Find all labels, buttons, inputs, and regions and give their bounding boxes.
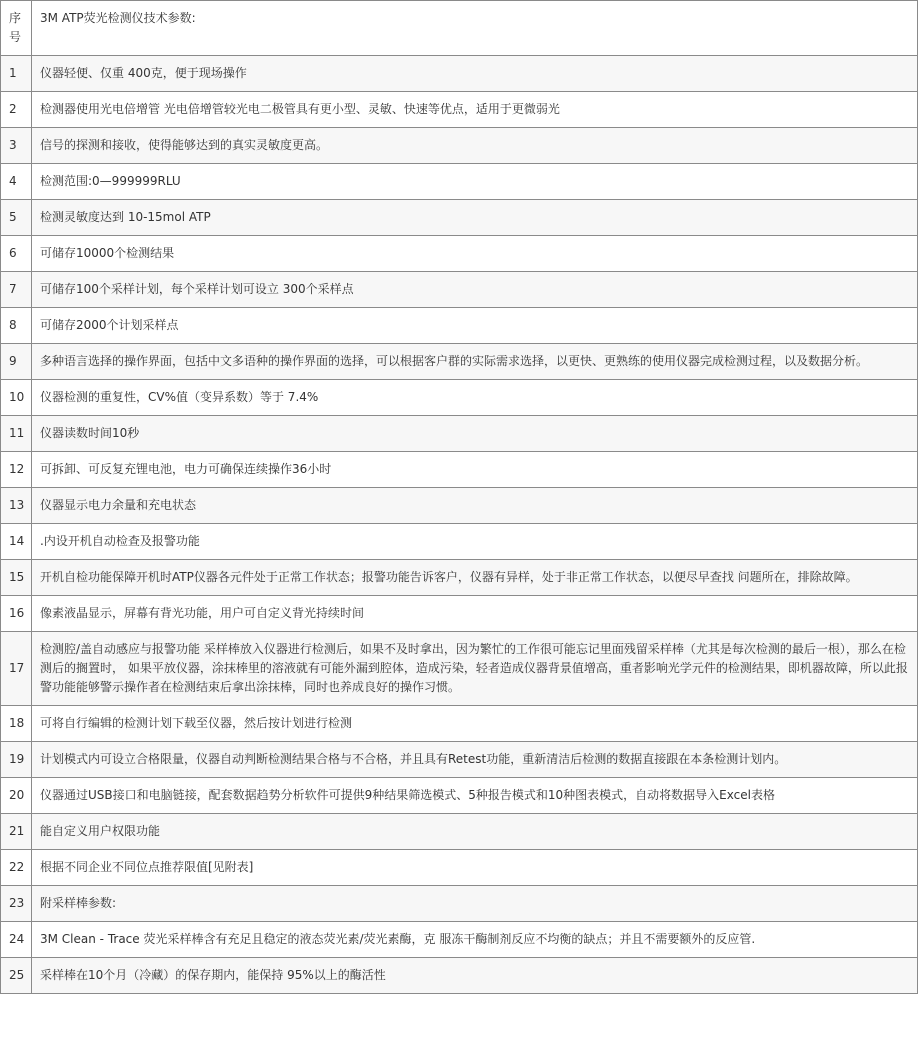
table-header-row xyxy=(1,1,918,56)
row-text: 可储存2000个计划采样点 xyxy=(32,308,918,344)
row-number: 12 xyxy=(1,452,32,488)
number-column-header: 序号 xyxy=(1,1,32,56)
row-text: 检测腔/盖自动感应与报警功能 采样棒放入仪器进行检测后，如果不及时拿出，因为繁忙的工作很可能忘记里面残留采样棒（尤其是每次检测的最后一根），那么在检测后的搁置时， 如果平放仪器，涂抹棒里的溶液就有可能外漏到腔体，造成污染，轻者造成仪器背景值增高，重者影响光学元件的检测结果，即机器故障，所以此报警功能能够警示操作者在检测结束后拿出涂抹棒，同时也养成良好的操作习惯。 xyxy=(32,632,918,706)
row-number: 1 xyxy=(1,56,32,92)
row-number: 24 xyxy=(1,922,32,958)
table-row xyxy=(1,850,918,886)
row-text: 信号的探测和接收，使得能够达到的真实灵敏度更高。 xyxy=(32,128,918,164)
row-number: 8 xyxy=(1,308,32,344)
row-number: 3 xyxy=(1,128,32,164)
table-row xyxy=(1,778,918,814)
row-text: 计划模式内可设立合格限量，仪器自动判断检测结果合格与不合格，并且具有Retest功能，重新清洁后检测的数据直接跟在本条检测计划内。 xyxy=(32,742,918,778)
row-text: 采样棒在10个月（冷藏）的保存期内，能保持 95%以上的酶活性 xyxy=(32,958,918,994)
row-number: 20 xyxy=(1,778,32,814)
table-row xyxy=(1,922,918,958)
row-text: 仪器显示电力余量和充电状态 xyxy=(32,488,918,524)
row-text: 多种语言选择的操作界面，包括中文多语种的操作界面的选择，可以根据客户群的实际需求选择，以更快、更熟练的使用仪器完成检测过程，以及数据分析。 xyxy=(32,344,918,380)
row-text: 开机自检功能保障开机时ATP仪器各元件处于正常工作状态；报警功能告诉客户，仪器有异样，处于非正常工作状态，以便尽早查找 问题所在，排除故障。 xyxy=(32,560,918,596)
row-number: 13 xyxy=(1,488,32,524)
table-row xyxy=(1,886,918,922)
row-text: 附采样棒参数: xyxy=(32,886,918,922)
row-text: 可拆卸、可反复充锂电池，电力可确保连续操作36小时 xyxy=(32,452,918,488)
table-title: 3M ATP荧光检测仪技术参数: xyxy=(32,1,918,56)
table-row xyxy=(1,560,918,596)
table-row xyxy=(1,488,918,524)
row-text: 根据不同企业不同位点推荐限值[见附表] xyxy=(32,850,918,886)
row-text: 仪器通过USB接口和电脑链接，配套数据趋势分析软件可提供9种结果筛选模式、5种报告模式和10种图表模式，自动将数据导入Excel表格 xyxy=(32,778,918,814)
row-text: 仪器轻便、仅重 400克，便于现场操作 xyxy=(32,56,918,92)
row-number: 9 xyxy=(1,344,32,380)
row-number: 7 xyxy=(1,272,32,308)
row-text: 可将自行编辑的检测计划下载至仪器，然后按计划进行检测 xyxy=(32,706,918,742)
row-text: 能自定义用户权限功能 xyxy=(32,814,918,850)
table-row xyxy=(1,380,918,416)
row-text: .内设开机自动检查及报警功能 xyxy=(32,524,918,560)
row-text: 可储存100个采样计划，每个采样计划可设立 300个采样点 xyxy=(32,272,918,308)
row-text: 检测范围:0—999999RLU xyxy=(32,164,918,200)
row-text: 检测器使用光电倍增管 光电倍增管较光电二极管具有更小型、灵敏、快速等优点，适用于更微弱光 xyxy=(32,92,918,128)
row-number: 2 xyxy=(1,92,32,128)
row-text: 仪器检测的重复性，CV%值（变异系数）等于 7.4% xyxy=(32,380,918,416)
table-row xyxy=(1,164,918,200)
table-row xyxy=(1,416,918,452)
row-number: 21 xyxy=(1,814,32,850)
row-text: 像素液晶显示，屏幕有背光功能，用户可自定义背光持续时间 xyxy=(32,596,918,632)
row-number: 10 xyxy=(1,380,32,416)
row-text: 3M Clean - Trace 荧光采样棒含有充足且稳定的液态荧光素/荧光素酶，克 服冻干酶制剂反应不均衡的缺点；并且不需要额外的反应管. xyxy=(32,922,918,958)
row-text: 可储存10000个检测结果 xyxy=(32,236,918,272)
table-row xyxy=(1,814,918,850)
table-row xyxy=(1,596,918,632)
row-number: 6 xyxy=(1,236,32,272)
table-row xyxy=(1,524,918,560)
row-number: 16 xyxy=(1,596,32,632)
row-number: 25 xyxy=(1,958,32,994)
row-text: 检测灵敏度达到 10-15mol ATP xyxy=(32,200,918,236)
table-row xyxy=(1,236,918,272)
table-row xyxy=(1,958,918,994)
table-row xyxy=(1,632,918,706)
row-number: 23 xyxy=(1,886,32,922)
row-text: 仪器读数时间10秒 xyxy=(32,416,918,452)
row-number: 4 xyxy=(1,164,32,200)
table-row xyxy=(1,200,918,236)
table-row xyxy=(1,128,918,164)
row-number: 22 xyxy=(1,850,32,886)
table-row xyxy=(1,56,918,92)
row-number: 19 xyxy=(1,742,32,778)
row-number: 14 xyxy=(1,524,32,560)
table-row xyxy=(1,272,918,308)
table-row xyxy=(1,706,918,742)
table-row xyxy=(1,92,918,128)
row-number: 11 xyxy=(1,416,32,452)
table-row xyxy=(1,742,918,778)
row-number: 15 xyxy=(1,560,32,596)
row-number: 17 xyxy=(1,632,32,706)
table-row xyxy=(1,452,918,488)
table-row xyxy=(1,308,918,344)
row-number: 5 xyxy=(1,200,32,236)
row-number: 18 xyxy=(1,706,32,742)
table-row xyxy=(1,344,918,380)
